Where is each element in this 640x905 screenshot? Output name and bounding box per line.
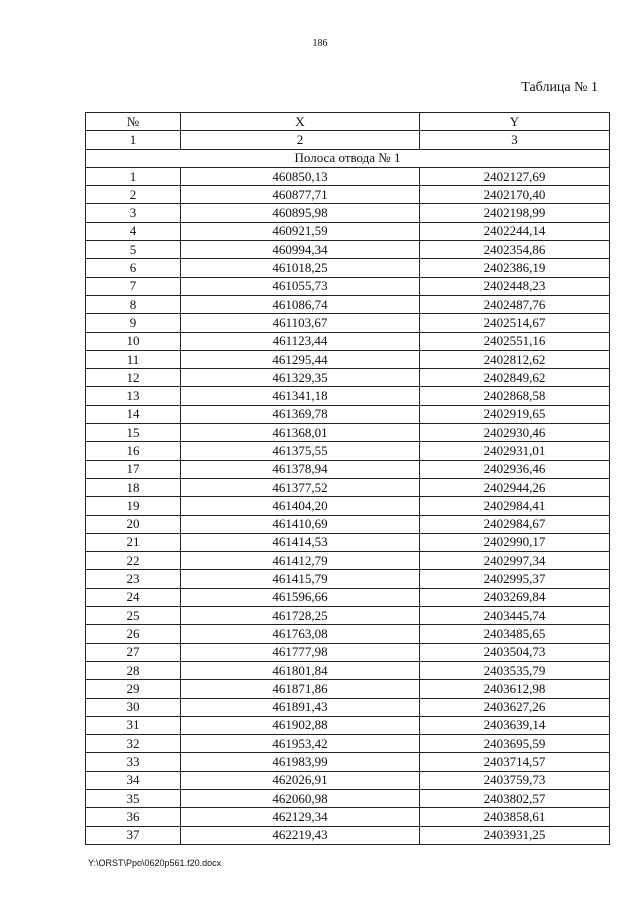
- table-row: [86, 186, 610, 204]
- y-coordinate-cell: 2403535,79: [420, 661, 610, 679]
- x-coordinate-cell: 461412,79: [181, 552, 420, 570]
- y-coordinate-cell: 2402931,01: [420, 442, 610, 460]
- section-row: [86, 149, 610, 167]
- row-number-cell: 25: [86, 607, 181, 625]
- table-row: [86, 771, 610, 789]
- table-row: [86, 424, 610, 442]
- row-number-cell: 20: [86, 515, 181, 533]
- row-number-cell: 24: [86, 588, 181, 606]
- y-coordinate-cell: 2403759,73: [420, 771, 610, 789]
- row-number-cell: 3: [86, 204, 181, 222]
- x-coordinate-cell: 461369,78: [181, 405, 420, 423]
- x-coordinate-cell: 461341,18: [181, 387, 420, 405]
- table-row: [86, 643, 610, 661]
- row-number-cell: 11: [86, 350, 181, 368]
- table-body: [86, 167, 610, 844]
- row-number-cell: 27: [86, 643, 181, 661]
- x-coordinate-cell: 461378,94: [181, 460, 420, 478]
- row-number-cell: 34: [86, 771, 181, 789]
- table-row: [86, 716, 610, 734]
- table-row: [86, 753, 610, 771]
- row-number-cell: 33: [86, 753, 181, 771]
- x-coordinate-cell: 461415,79: [181, 570, 420, 588]
- table-row: [86, 350, 610, 368]
- table-row: [86, 680, 610, 698]
- row-number-cell: 4: [86, 222, 181, 240]
- table-row: [86, 533, 610, 551]
- table-row: [86, 222, 610, 240]
- x-coordinate-cell: 461103,67: [181, 314, 420, 332]
- row-number-cell: 13: [86, 387, 181, 405]
- row-number-cell: 7: [86, 277, 181, 295]
- row-number-cell: 17: [86, 460, 181, 478]
- x-coordinate-cell: 461368,01: [181, 424, 420, 442]
- y-coordinate-cell: 2403445,74: [420, 607, 610, 625]
- coordinates-table: [85, 112, 610, 845]
- row-number-cell: 21: [86, 533, 181, 551]
- y-coordinate-cell: 2403627,26: [420, 698, 610, 716]
- table-row: [86, 826, 610, 844]
- y-coordinate-cell: 2403269,84: [420, 588, 610, 606]
- table-row: [86, 167, 610, 185]
- table-row: [86, 698, 610, 716]
- x-coordinate-cell: 461295,44: [181, 350, 420, 368]
- row-number-cell: 5: [86, 241, 181, 259]
- page-number: 186: [312, 38, 328, 49]
- y-coordinate-cell: 2402990,17: [420, 533, 610, 551]
- table-row: [86, 332, 610, 350]
- row-number-cell: 18: [86, 478, 181, 496]
- table-row: [86, 314, 610, 332]
- table-row: [86, 295, 610, 313]
- column-number-row: [86, 131, 610, 149]
- table-row: [86, 204, 610, 222]
- table-row: [86, 460, 610, 478]
- table-row: [86, 442, 610, 460]
- y-coordinate-cell: 2402244,14: [420, 222, 610, 240]
- column-number-cell: 3: [420, 131, 610, 149]
- x-coordinate-cell: 460994,34: [181, 241, 420, 259]
- y-coordinate-cell: 2402997,34: [420, 552, 610, 570]
- row-number-cell: 10: [86, 332, 181, 350]
- x-coordinate-cell: 461728,25: [181, 607, 420, 625]
- x-coordinate-cell: 461871,86: [181, 680, 420, 698]
- x-coordinate-cell: 460877,71: [181, 186, 420, 204]
- table-row: [86, 369, 610, 387]
- y-coordinate-cell: 2402868,58: [420, 387, 610, 405]
- y-coordinate-cell: 2402127,69: [420, 167, 610, 185]
- header-row: [86, 113, 610, 131]
- x-coordinate-cell: 460850,13: [181, 167, 420, 185]
- x-coordinate-cell: 461055,73: [181, 277, 420, 295]
- file-path-footer: Y:\ORST\Ppo\0620p561.f20.docx: [88, 858, 222, 868]
- row-number-cell: 31: [86, 716, 181, 734]
- row-number-cell: 28: [86, 661, 181, 679]
- header-cell-x: X: [181, 113, 420, 131]
- y-coordinate-cell: 2403931,25: [420, 826, 610, 844]
- y-coordinate-cell: 2403714,57: [420, 753, 610, 771]
- row-number-cell: 36: [86, 808, 181, 826]
- x-coordinate-cell: 461983,99: [181, 753, 420, 771]
- x-coordinate-cell: 461902,88: [181, 716, 420, 734]
- table-row: [86, 789, 610, 807]
- row-number-cell: 22: [86, 552, 181, 570]
- y-coordinate-cell: 2402995,37: [420, 570, 610, 588]
- x-coordinate-cell: 461377,52: [181, 478, 420, 496]
- x-coordinate-cell: 461375,55: [181, 442, 420, 460]
- y-coordinate-cell: 2403639,14: [420, 716, 610, 734]
- y-coordinate-cell: 2402514,67: [420, 314, 610, 332]
- x-coordinate-cell: 461123,44: [181, 332, 420, 350]
- row-number-cell: 15: [86, 424, 181, 442]
- y-coordinate-cell: 2402448,23: [420, 277, 610, 295]
- y-coordinate-cell: 2402198,99: [420, 204, 610, 222]
- table-row: [86, 387, 610, 405]
- header-cell-number: №: [86, 113, 181, 131]
- y-coordinate-cell: 2402984,41: [420, 497, 610, 515]
- row-number-cell: 35: [86, 789, 181, 807]
- y-coordinate-cell: 2402170,40: [420, 186, 610, 204]
- table-row: [86, 625, 610, 643]
- table-row: [86, 277, 610, 295]
- x-coordinate-cell: 461018,25: [181, 259, 420, 277]
- row-number-cell: 37: [86, 826, 181, 844]
- x-coordinate-cell: 462219,43: [181, 826, 420, 844]
- y-coordinate-cell: 2402551,16: [420, 332, 610, 350]
- y-coordinate-cell: 2402936,46: [420, 460, 610, 478]
- x-coordinate-cell: 461777,98: [181, 643, 420, 661]
- y-coordinate-cell: 2402930,46: [420, 424, 610, 442]
- row-number-cell: 26: [86, 625, 181, 643]
- table-row: [86, 661, 610, 679]
- row-number-cell: 1: [86, 167, 181, 185]
- row-number-cell: 2: [86, 186, 181, 204]
- table-row: [86, 497, 610, 515]
- y-coordinate-cell: 2402386,19: [420, 259, 610, 277]
- table-row: [86, 478, 610, 496]
- table-row: [86, 259, 610, 277]
- x-coordinate-cell: 462129,34: [181, 808, 420, 826]
- x-coordinate-cell: 461410,69: [181, 515, 420, 533]
- x-coordinate-cell: 462026,91: [181, 771, 420, 789]
- table-row: [86, 552, 610, 570]
- table-caption: Таблица № 1: [521, 80, 598, 95]
- y-coordinate-cell: 2402849,62: [420, 369, 610, 387]
- table-row: [86, 405, 610, 423]
- row-number-cell: 30: [86, 698, 181, 716]
- x-coordinate-cell: 461086,74: [181, 295, 420, 313]
- y-coordinate-cell: 2403485,65: [420, 625, 610, 643]
- row-number-cell: 29: [86, 680, 181, 698]
- y-coordinate-cell: 2402354,86: [420, 241, 610, 259]
- x-coordinate-cell: 462060,98: [181, 789, 420, 807]
- table-row: [86, 241, 610, 259]
- y-coordinate-cell: 2403695,59: [420, 735, 610, 753]
- y-coordinate-cell: 2403612,98: [420, 680, 610, 698]
- table-row: [86, 515, 610, 533]
- y-coordinate-cell: 2402944,26: [420, 478, 610, 496]
- x-coordinate-cell: 461891,43: [181, 698, 420, 716]
- column-number-cell: 2: [181, 131, 420, 149]
- row-number-cell: 14: [86, 405, 181, 423]
- y-coordinate-cell: 2403858,61: [420, 808, 610, 826]
- x-coordinate-cell: 461763,08: [181, 625, 420, 643]
- section-title: Полоса отвода № 1: [86, 149, 610, 167]
- y-coordinate-cell: 2402487,76: [420, 295, 610, 313]
- row-number-cell: 12: [86, 369, 181, 387]
- x-coordinate-cell: 461404,20: [181, 497, 420, 515]
- row-number-cell: 23: [86, 570, 181, 588]
- row-number-cell: 32: [86, 735, 181, 753]
- row-number-cell: 6: [86, 259, 181, 277]
- y-coordinate-cell: 2402812,62: [420, 350, 610, 368]
- table-row: [86, 735, 610, 753]
- x-coordinate-cell: 461414,53: [181, 533, 420, 551]
- row-number-cell: 16: [86, 442, 181, 460]
- row-number-cell: 8: [86, 295, 181, 313]
- x-coordinate-cell: 461801,84: [181, 661, 420, 679]
- y-coordinate-cell: 2402919,65: [420, 405, 610, 423]
- y-coordinate-cell: 2403802,57: [420, 789, 610, 807]
- y-coordinate-cell: 2403504,73: [420, 643, 610, 661]
- x-coordinate-cell: 461329,35: [181, 369, 420, 387]
- header-cell-y: Y: [420, 113, 610, 131]
- row-number-cell: 19: [86, 497, 181, 515]
- x-coordinate-cell: 460921,59: [181, 222, 420, 240]
- table-row: [86, 570, 610, 588]
- x-coordinate-cell: 461953,42: [181, 735, 420, 753]
- row-number-cell: 9: [86, 314, 181, 332]
- x-coordinate-cell: 461596,66: [181, 588, 420, 606]
- table-row: [86, 607, 610, 625]
- column-number-cell: 1: [86, 131, 181, 149]
- table-row: [86, 588, 610, 606]
- x-coordinate-cell: 460895,98: [181, 204, 420, 222]
- table-row: [86, 808, 610, 826]
- y-coordinate-cell: 2402984,67: [420, 515, 610, 533]
